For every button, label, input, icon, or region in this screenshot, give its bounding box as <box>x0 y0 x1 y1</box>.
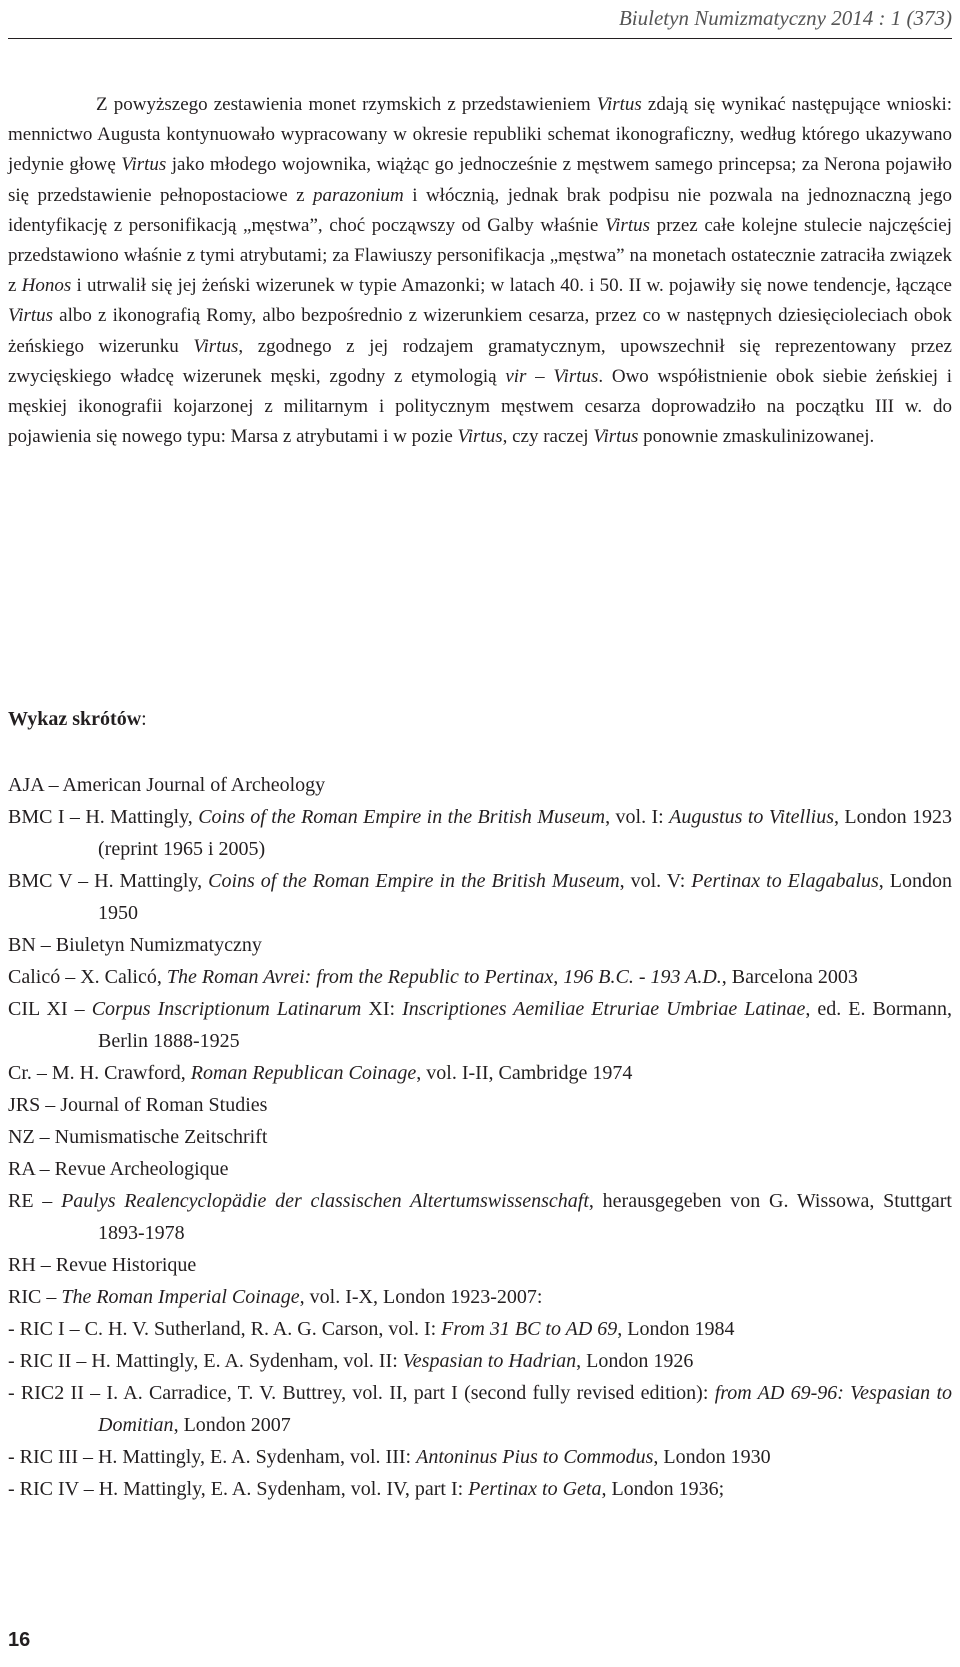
text-run: - RIC2 II – I. A. Carradice, T. V. Buttrey, vol. II, part I (second fully revised edition): <box>8 1382 715 1404</box>
abbreviation-entry <box>8 1121 952 1153</box>
italic-text-run: Antoninus Pius to Commodus <box>416 1446 654 1468</box>
italic-text-run: Virtus <box>121 154 167 176</box>
running-header <box>8 0 952 39</box>
abbreviation-entry <box>8 993 952 1057</box>
text-run: - RIC I – C. H. V. Sutherland, R. A. G. Carson, vol. I: <box>8 1318 442 1340</box>
text-run: , vol. V: <box>619 870 692 892</box>
italic-text-run: Inscriptiones Aemiliae Etruriae Umbriae Latinae <box>402 998 806 1020</box>
text-run: RH – Revue Historique <box>8 1254 197 1276</box>
italic-text-run: Virtus <box>457 426 503 448</box>
italic-text-run: from AD 69-96: Vespasian to Domitian <box>98 1382 953 1436</box>
text-run: , vol. I: <box>605 806 670 828</box>
text-run: BMC I – H. Mattingly, <box>8 806 199 828</box>
page-number: 16 <box>8 1629 31 1651</box>
italic-text-run: Pertinax to Geta <box>468 1478 602 1500</box>
text-run: Cr. – M. H. Crawford, <box>8 1062 191 1084</box>
abbreviation-entry <box>8 1313 952 1345</box>
text-run: XI: <box>361 998 403 1020</box>
abbreviation-entry <box>8 1441 952 1473</box>
italic-text-run: vir <box>505 365 527 387</box>
text-run: RIC – <box>8 1286 62 1308</box>
italic-text-run: Corpus Inscriptionum Latinarum <box>91 998 362 1020</box>
abbreviation-entry <box>8 1057 952 1089</box>
text-run: , London 1923 (reprint 1965 i 2005) <box>98 806 953 860</box>
text-run: CIL XI – <box>8 998 92 1020</box>
text-run: AJA – American Journal of Archeology <box>8 774 326 796</box>
text-run: , London 1926 <box>576 1350 694 1372</box>
italic-text-run: Paulys Realencyclopädie der classischen Altertumswissenschaft <box>61 1190 589 1212</box>
text-run: - RIC IV – H. Mattingly, E. A. Sydenham, vol. IV, part I: <box>8 1478 469 1500</box>
abbreviation-entry <box>8 1473 952 1505</box>
abbreviation-entry <box>8 1345 952 1377</box>
text-run: NZ – Numismatische Zeitschrift <box>8 1126 268 1148</box>
text-run: , herausgegeben von G. Wissowa, Stuttgart 1893-1978 <box>98 1190 952 1244</box>
abbreviations-heading-suffix: : <box>141 708 147 730</box>
abbreviation-entry <box>8 1185 952 1249</box>
text-run: i włócznią, jednak brak podpisu nie pozwala na jednoznaczną jego identyfikację z personifikacją „męstwa”, choć począwszy od Galby właśnie <box>8 184 953 236</box>
italic-text-run: Honos <box>21 275 72 297</box>
text-run: Calicó – X. Calicó, <box>8 966 167 988</box>
italic-text-run: Virtus <box>193 335 239 357</box>
italic-text-run: Virtus <box>8 305 54 327</box>
text-run: JRS – Journal of Roman Studies <box>8 1094 268 1116</box>
text-run: – <box>526 365 554 387</box>
text-run: . Owo współistnienie obok siebie żeńskiej i męskiej ikonografii kojarzonej z militarnym i politycznym męstwem cesarza doprowadziło na początku III w. do pojawienia się nowego typu: Marsa z atrybutami i w pozie <box>8 365 952 448</box>
text-run: i utrwalił się jej żeński wizerunek w typie Amazonki; w latach 40. i 50. II w. pojawiły się nowe tendencje, łączące <box>71 275 952 297</box>
italic-text-run: Coins of the Roman Empire in the British Museum <box>208 870 620 892</box>
italic-text-run: Coins of the Roman Empire in the British Museum <box>198 806 606 828</box>
text-run: , London 1936; <box>601 1478 725 1500</box>
italic-text-run: Pertinax to Elagabalus <box>691 870 879 892</box>
italic-text-run: The Roman Imperial Coinage <box>61 1286 300 1308</box>
abbreviation-entry <box>8 865 952 929</box>
abbreviation-entry <box>8 769 952 801</box>
italic-text-run: Vespasian to Hadrian <box>402 1350 577 1372</box>
text-run: ponownie zmaskulinizowanej. <box>638 426 875 448</box>
text-run: , London 2007 <box>173 1414 291 1436</box>
abbreviation-entry <box>8 929 952 961</box>
italic-text-run: Augustus to Vitellius <box>669 806 834 828</box>
italic-text-run: The Roman Avrei: from the Republic to Pertinax, 196 B.C. - 193 A.D. <box>166 966 722 988</box>
text-run: , zgodnego z jej rodzajem gramatycznym, upowszechnił się reprezentowany przez zwycięskiego władcę wizerunek męski, zgodny z etymologią <box>8 335 952 387</box>
abbreviation-entry <box>8 1249 952 1281</box>
text-run: , czy raczej <box>502 426 594 448</box>
text-run: , vol. I-X, London 1923-2007: <box>299 1286 543 1308</box>
text-run: Z powyższego zestawienia monet rzymskich z przedstawieniem <box>96 94 597 115</box>
abbreviations-heading-label: Wykaz skrótów <box>8 708 142 730</box>
paragraph <box>8 90 952 452</box>
text-run: - RIC II – H. Mattingly, E. A. Sydenham, vol. II: <box>8 1350 403 1372</box>
italic-text-run: Virtus <box>604 214 650 236</box>
text-run: , ed. E. Bormann, Berlin 1888-1925 <box>98 998 952 1052</box>
text-run: BN – Biuletyn Numizmatyczny <box>8 934 262 956</box>
text-run: - RIC III – H. Mattingly, E. A. Sydenham, vol. III: <box>8 1446 417 1468</box>
text-run: jako młodego wojownika, wiążąc go jednocześnie z męstwem samego princepsa; za Nerona pojawiło się przedstawienie pełnopostaciowe z <box>8 154 953 206</box>
text-run: RE – <box>8 1190 62 1212</box>
text-run: zdają się wynikać następujące wnioski: mennictwo Augusta kontynuowało wypracowany w okresie republiki schemat ikonograficzny, według którego ukazywano jedynie głowę <box>8 94 952 176</box>
text-run: albo z ikonografią Romy, albo bezpośrednio z wizerunkiem cesarza, przez co w następnych dziesięcioleciach obok żeńskiego wizerunku <box>8 305 952 357</box>
abbreviation-entry <box>8 961 952 993</box>
abbreviations-heading <box>8 704 147 734</box>
text-run: , London 1930 <box>653 1446 771 1468</box>
abbreviation-entry <box>8 1377 952 1441</box>
text-run: RA – Revue Archeologique <box>8 1158 229 1180</box>
italic-text-run: Virtus <box>593 426 639 448</box>
text-run: , London 1984 <box>617 1318 735 1340</box>
text-run: BMC V – H. Mattingly, <box>8 870 209 892</box>
italic-text-run: Virtus <box>596 94 642 115</box>
text-run: , Barcelona 2003 <box>721 966 858 988</box>
text-run: , London 1950 <box>98 870 952 924</box>
text-run: , vol. I-II, Cambridge 1974 <box>416 1062 633 1084</box>
main-text <box>8 90 952 452</box>
italic-text-run: Virtus <box>553 365 599 387</box>
italic-text-run: parazonium <box>312 184 404 206</box>
abbreviation-entry <box>8 801 952 865</box>
running-title: Biuletyn Numizmatyczny 2014 : 1 (373) <box>618 6 952 30</box>
abbreviations-list <box>8 769 952 1505</box>
italic-text-run: From 31 BC to AD 69 <box>441 1318 618 1340</box>
italic-text-run: Roman Republican Coinage <box>190 1062 417 1084</box>
abbreviation-entry <box>8 1089 952 1121</box>
abbreviation-entry <box>8 1153 952 1185</box>
abbreviation-entry <box>8 1281 952 1313</box>
text-run: przez całe kolejne stulecie najczęściej przedstawiono właśnie z tymi atrybutami; za Flawiuszy personifikacja „męstwa” na monetach ostatecznie zatraciła związek z <box>8 214 952 297</box>
